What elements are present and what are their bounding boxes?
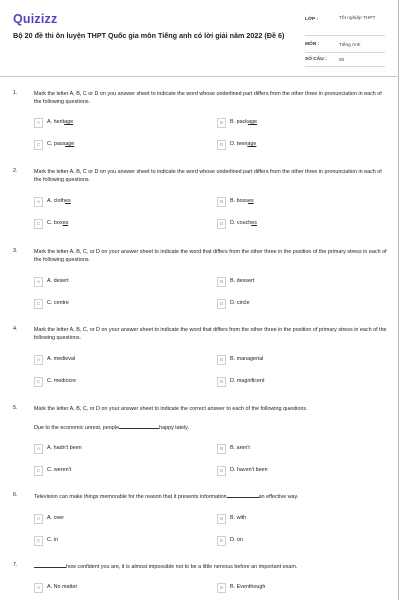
- option-letter-box: A: [34, 444, 43, 454]
- option-text: A. over: [47, 515, 65, 521]
- question-number: 1.: [13, 90, 18, 96]
- question-prompt: Mark the letter A, B, C or D on you answer sheet to indicate the word whose underlined part differs from the other three in pronunciation in each of the following questions.: [34, 169, 382, 183]
- option-letter-box: A: [34, 277, 43, 287]
- question-number: 5.: [13, 405, 18, 411]
- answer-blank: [227, 492, 259, 498]
- question-count-label: SỐ CÂU :: [305, 57, 327, 62]
- question-number: 4.: [13, 326, 18, 332]
- question-prompt: Mark the letter A, B, C, or D on your answer sheet to indicate the word that differs from the other three in the position of primary stress in each of the following questions.: [34, 327, 387, 341]
- meta-divider: [305, 52, 385, 53]
- subject-value: Tiếng Anh: [339, 43, 361, 48]
- option-letter-box: C: [34, 377, 43, 387]
- question-number: 2.: [13, 168, 18, 174]
- worksheet-title: Bộ 20 đề thi ôn luyện THPT Quốc gia môn Tiếng anh có lời giải năm 2022 (Đề 6): [13, 31, 285, 40]
- option-text: B. aren't: [230, 445, 250, 451]
- option-text: A. medieval: [47, 356, 76, 362]
- option-letter-box: D: [217, 377, 226, 387]
- question-sentence: Due to the economic unrest, people happy lately.: [34, 425, 189, 431]
- option-letter-box: B: [217, 118, 226, 128]
- question-count-value: 50: [339, 58, 345, 63]
- question-number: 7.: [13, 562, 18, 568]
- worksheet-header: [0, 0, 399, 77]
- quizizz-logo: Quizizz: [13, 12, 58, 26]
- option-text: D. magnificent: [230, 378, 265, 384]
- option-letter-box: A: [34, 583, 43, 593]
- question-prompt: Mark the letter A, B, C or D on you answer sheet to indicate the word whose underlined part differs from the other three in pronunciation in each of the following questions.: [34, 91, 382, 105]
- option-letter-box: B: [217, 355, 226, 365]
- option-letter-box: A: [34, 118, 43, 128]
- option-text: B. dessert: [230, 278, 255, 284]
- option-text: C. boxes: [47, 220, 69, 226]
- option-text: A. No matter: [47, 584, 78, 590]
- answer-blank: [34, 562, 66, 568]
- option-letter-box: B: [217, 514, 226, 524]
- subject-label: MÔN :: [305, 42, 320, 47]
- option-text: D. on: [230, 537, 243, 543]
- option-letter-box: D: [217, 219, 226, 229]
- grade-label: LỚP :: [305, 17, 319, 22]
- question-prompt: Television can make things memorable for the reason that it presents information an effective way.: [34, 494, 299, 500]
- question-prompt: Mark the letter A, B, C, or D on your answer sheet to indicate the correct answer to each of the following questions.: [34, 406, 308, 412]
- answer-blank: [119, 423, 159, 429]
- option-letter-box: C: [34, 536, 43, 546]
- option-letter-box: D: [217, 536, 226, 546]
- option-text: B. package: [230, 119, 257, 125]
- option-text: B. with: [230, 515, 247, 521]
- option-letter-box: B: [217, 277, 226, 287]
- question-prompt: how confident you are, it is almost impossible not to be a little nervous before an important exam.: [34, 562, 390, 571]
- option-text: D. couches: [230, 220, 257, 226]
- option-text: B. Eventhough: [230, 584, 266, 590]
- option-letter-box: B: [217, 197, 226, 207]
- meta-divider: [305, 35, 385, 36]
- option-letter-box: A: [34, 355, 43, 365]
- option-text: C. mediocre: [47, 378, 77, 384]
- option-text: C. centre: [47, 300, 69, 306]
- option-text: D. haven't been: [230, 467, 268, 473]
- option-text: B. bosses: [230, 198, 254, 204]
- option-letter-box: D: [217, 299, 226, 309]
- option-text: C. weren't: [47, 467, 72, 473]
- option-letter-box: C: [34, 219, 43, 229]
- question-prompt: Mark the letter A, B, C, or D on your answer sheet to indicate the word that differs from the other three in the position of the primary stress in each of the following questions.: [34, 249, 387, 263]
- meta-divider: [305, 66, 385, 67]
- grade-value: Tốt nghiệp THPT: [339, 16, 376, 21]
- option-letter-box: B: [217, 444, 226, 454]
- option-text: B. managerial: [230, 356, 264, 362]
- question-number: 3.: [13, 248, 18, 254]
- option-text: A. clothes: [47, 198, 71, 204]
- option-letter-box: D: [217, 140, 226, 150]
- option-letter-box: D: [217, 466, 226, 476]
- option-letter-box: C: [34, 299, 43, 309]
- option-letter-box: B: [217, 583, 226, 593]
- option-letter-box: A: [34, 197, 43, 207]
- option-text: D. teenage: [230, 141, 257, 147]
- option-letter-box: A: [34, 514, 43, 524]
- option-text: A. heritage: [47, 119, 74, 125]
- option-text: D. circle: [230, 300, 250, 306]
- question-number: 6.: [13, 492, 18, 498]
- option-text: C. in: [47, 537, 59, 543]
- option-text: A. desert: [47, 278, 69, 284]
- option-letter-box: C: [34, 140, 43, 150]
- option-letter-box: C: [34, 466, 43, 476]
- option-text: C. passage: [47, 141, 75, 147]
- option-text: A. hadn't been: [47, 445, 82, 451]
